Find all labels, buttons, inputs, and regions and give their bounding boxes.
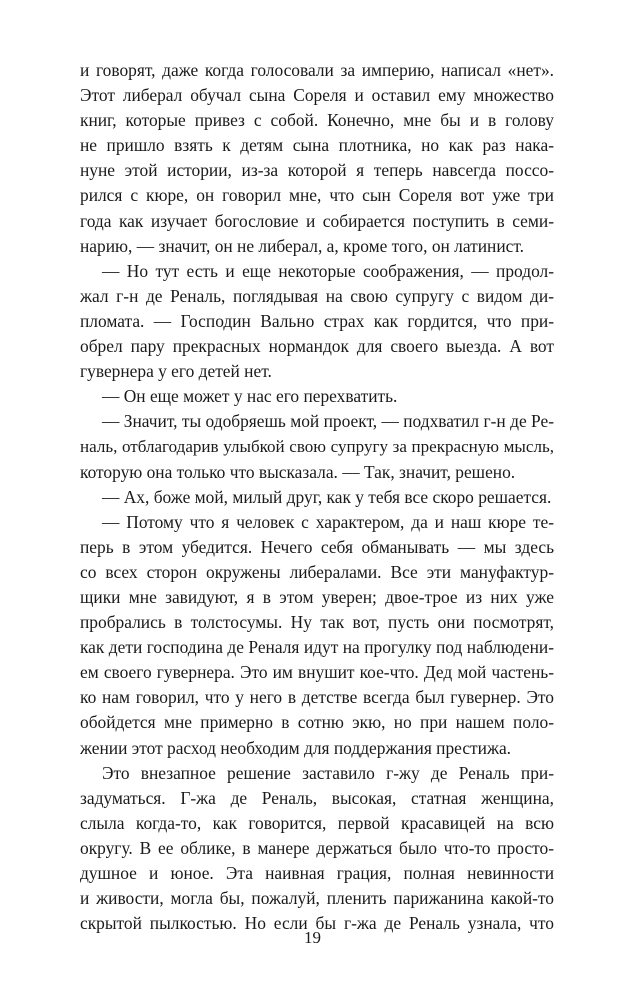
text-line: не пришло взять к детям сына плотника, но как раз нака- <box>80 135 554 156</box>
text-line: ем своего гувернера. Это им внушит кое-что. Дед мой частень- <box>80 662 554 683</box>
text-line: — Значит, ты одобряешь мой проект, — подхватил г-н де Ре- <box>102 411 554 432</box>
text-line: Это внезапное решение заставило г-жу де Реналь при- <box>102 762 554 783</box>
text-line: слыла когда-то, как говорится, первой красавицей на всю <box>80 812 554 833</box>
text-line: округу. В ее облике, в манере держаться было что-то просто- <box>80 837 554 858</box>
text-line: нуне этой истории, из-за которой я теперь навсегда поссо- <box>80 160 554 181</box>
text-line: скрытой пылкостью. Но если бы г-жа де Реналь узнала, что <box>80 913 554 934</box>
text-line: жал г-н де Реналь, поглядывая на свою супругу с видом ди- <box>80 285 554 306</box>
text-line: перь в этом убедится. Нечего себя обманывать — мы здесь <box>80 536 554 557</box>
page-body <box>80 58 554 936</box>
text-line: — Он еще может у нас его перехватить. <box>102 386 398 407</box>
text-line: ко нам говорил, что у него в детстве всегда был гувернер. Это <box>80 687 554 708</box>
text-line: и говорят, даже когда голосовали за империю, написал «нет». <box>80 60 554 80</box>
text-line: пробрались в толстосумы. Ну так вот, пусть они посмотрят, <box>80 612 554 633</box>
text-line: со всех сторон окружены либералами. Все эти мануфактур- <box>80 561 554 582</box>
text-line: обойдется мне примерно в сотню экю, но при нашем поло- <box>80 712 554 733</box>
text-line: наль, отблагодарив улыбкой свою супругу за прекрасную мысль, <box>80 437 554 457</box>
text-line: рился с кюре, он говорил мне, что сын Сореля вот уже три <box>80 185 554 206</box>
text-line: — Но тут есть и еще некоторые соображения, — продол- <box>102 260 554 281</box>
text-line: нарию, — значит, он не либерал, а, кроме того, он латинист. <box>80 235 525 256</box>
text-line: пломата. — Господин Вально страх как гордится, что при- <box>80 310 554 331</box>
text-line: года как изучает богословие и собирается поступить в семи- <box>80 210 554 231</box>
text-line: щики мне завидуют, я в этом уверен; двое-трое из них уже <box>80 586 554 607</box>
text-line: обрел пару прекрасных нормандок для своего выезда. А вот <box>80 336 554 357</box>
text-line: и живости, могла бы, пожалуй, пленить парижанина какой-то <box>80 888 554 909</box>
text-line: книг, которые привез с собой. Конечно, мне бы и в голову <box>80 110 554 131</box>
page-number: 19 <box>304 928 321 947</box>
text-line: — Потому что я человек с характером, да и наш кюре те- <box>102 511 554 532</box>
text-line: душное и юное. Эта наивная грация, полная невинности <box>80 863 554 883</box>
text-line: задуматься. Г-жа де Реналь, высокая, статная женщина, <box>80 787 554 808</box>
text-line: как дети господина де Реналя идут на прогулку под наблюдени- <box>80 637 554 658</box>
text-line: которую она только что высказала. — Так, значит, решено. <box>80 461 516 482</box>
text-line: — Ах, боже мой, милый друг, как у тебя все скоро решается. <box>102 486 552 507</box>
text-line: Этот либерал обучал сына Сореля и оставил ему множество <box>80 85 554 106</box>
text-line: жении этот расход необходим для поддержания престижа. <box>80 737 512 758</box>
text-line: гувернера у его детей нет. <box>80 361 272 382</box>
